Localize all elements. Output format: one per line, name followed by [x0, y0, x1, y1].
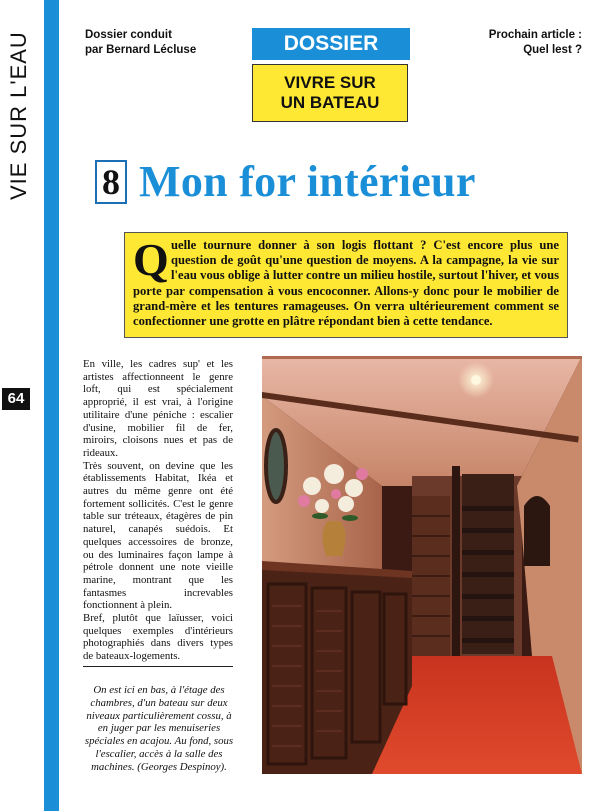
next-article-line-2: Quel lest ?	[523, 44, 582, 56]
series-subtitle-line-2: UN BATEAU	[280, 93, 380, 112]
photo-caption: On est ici en bas, à l'étage des chambres, d'un bateau sur deux niveaux particulièrement cossu, à en juger par les menuiseries spéciales en acajou. Au fond, sous l'escalier, accès à la salle des machines. (Georges Despinoy).	[84, 684, 234, 773]
body-column	[83, 358, 233, 663]
series-subtitle-line-1: VIVRE SUR	[284, 73, 376, 92]
body-paragraph-1: En ville, les cadres sup' et les artistes affectionneent le genre loft, qui est spécialement approprié, il est vrai, à l'origine utilitaire d'une péniche : escalier d'usine, mobilier fil de fer, miroirs, cloisons nues et pas de rideaux.	[83, 358, 233, 459]
next-article-line-1: Prochain article :	[488, 29, 582, 41]
body-paragraph-3: Bref, plutôt que laïusser, voici quelques exemples d'intérieurs photographiés dans divers types de bateaux-logements.	[83, 612, 233, 663]
author-credit	[85, 28, 196, 58]
next-article-note	[489, 28, 582, 58]
author-line-1: Dossier conduit	[85, 29, 172, 41]
article-headline	[95, 156, 476, 207]
page-number: 64	[2, 388, 30, 410]
drop-cap: Q	[133, 234, 169, 285]
series-subtitle-box	[252, 64, 408, 122]
side-color-bar	[44, 0, 59, 811]
caption-divider	[83, 666, 233, 667]
article-title: Mon for intérieur	[139, 157, 476, 206]
boat-interior-photo	[262, 356, 582, 774]
author-line-2: par Bernard Lécluse	[85, 44, 197, 56]
article-number: 8	[95, 160, 127, 204]
intro-box	[124, 232, 568, 338]
intro-text: uelle tournure donner à son logis flottant ? C'est encore plus une question de goût qu'une question de moyens. A la campagne, la vie sur l'eau vous oblige à lutter contre un milieu hostile, surtout l'hiver, et vous porte par compensation à vous encoconner. Allons-y donc pour le mobilier de grand-mère et les tentures ramageuses. On verra ultérieurement comment se confectionner une grotte en plâtre répondant bien à cette tendance.	[133, 238, 559, 329]
section-title-vertical: VIE SUR L'EAU	[6, 31, 31, 200]
dossier-label: DOSSIER	[252, 28, 410, 60]
body-paragraph-2: Très souvent, on devine que les établissements Habitat, Ikéa et autres du même genre ont été fortement sollicités. C'est le genre table sur tréteaux, étagères de pin naturel, canapés suédois. Et quelques accessoires de bronze, ou des luminaires façon lampe à pétrole donnent une note vieille marine, montrant que les fantasmes increvables fonctionnent à plein.	[83, 459, 233, 612]
